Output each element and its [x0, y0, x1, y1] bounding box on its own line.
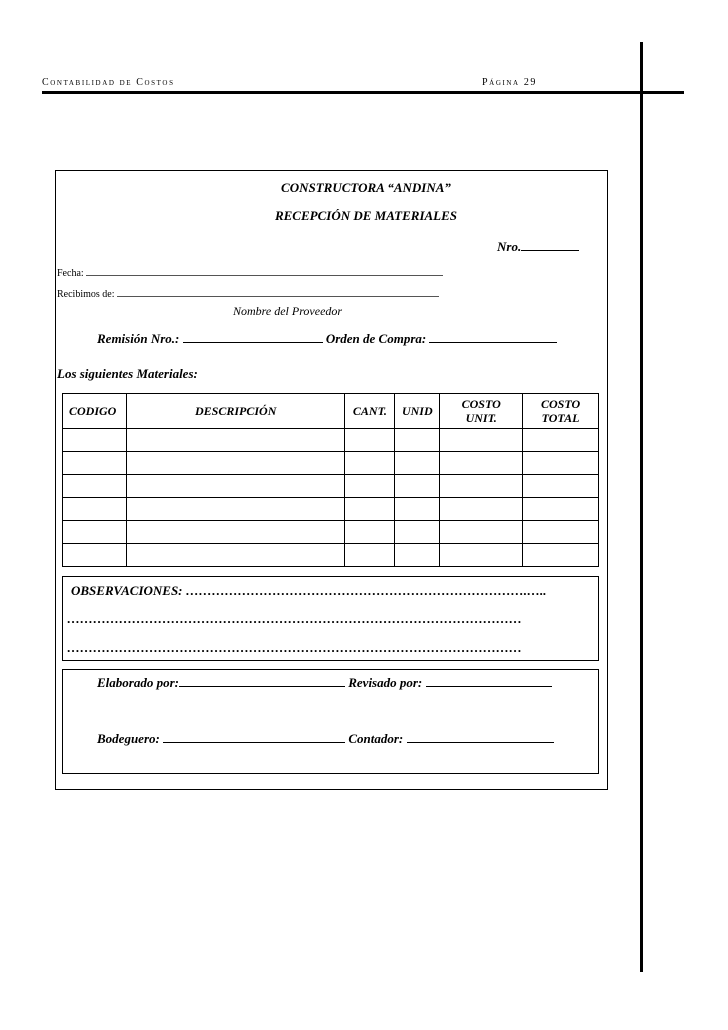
elaborado-blank[interactable] [179, 675, 345, 687]
contador-blank[interactable] [407, 731, 554, 743]
remision-orden-row [97, 331, 557, 347]
table-cell[interactable] [63, 498, 127, 521]
table-cell[interactable] [345, 521, 395, 544]
materials-table [62, 393, 599, 567]
table-body [63, 429, 599, 567]
table-row[interactable] [63, 498, 599, 521]
table-cell[interactable] [523, 429, 599, 452]
remision-blank[interactable] [183, 331, 323, 343]
observaciones-label: OBSERVACIONES: [71, 583, 183, 598]
revisado-blank[interactable] [426, 675, 552, 687]
table-cell[interactable] [345, 498, 395, 521]
fecha-blank[interactable] [86, 266, 443, 276]
table-cell[interactable] [395, 429, 440, 452]
table-cell[interactable] [523, 498, 599, 521]
table-cell[interactable] [440, 498, 523, 521]
table-cell[interactable] [63, 544, 127, 567]
table-cell[interactable] [523, 544, 599, 567]
number-label: Nro. [497, 239, 522, 254]
table-cell[interactable] [126, 452, 344, 475]
table-cell[interactable] [126, 498, 344, 521]
page-number: Página 29 [482, 77, 538, 88]
bodeguero-blank[interactable] [163, 731, 345, 743]
col-unidad-header: UNID [395, 394, 440, 429]
table-row[interactable] [63, 521, 599, 544]
table-row[interactable] [63, 544, 599, 567]
fecha-label: Fecha: [57, 268, 84, 279]
table-cell[interactable] [523, 521, 599, 544]
header-rule [42, 91, 684, 94]
contador-label: Contador: [348, 731, 404, 746]
col-codigo-header: CODIGO [63, 394, 127, 429]
elaborado-label: Elaborado por: [97, 675, 179, 690]
table-cell[interactable] [440, 521, 523, 544]
form-title: RECEPCIÓN DE MATERIALES [274, 208, 458, 223]
costo-total-line1: COSTO [540, 397, 581, 411]
table-row[interactable] [63, 475, 599, 498]
recibimos-label: Recibimos de: [57, 289, 115, 300]
observaciones-dots-1: …………………………………………………………………….….. [185, 583, 547, 598]
costo-total-line2: TOTAL [541, 411, 580, 425]
table-cell[interactable] [345, 452, 395, 475]
table-cell[interactable] [63, 475, 127, 498]
table-cell[interactable] [440, 452, 523, 475]
table-row[interactable] [63, 452, 599, 475]
fecha-field[interactable] [57, 266, 443, 279]
col-cantidad-header: CANT. [345, 394, 395, 429]
remision-label: Remisión Nro.: [97, 331, 180, 346]
table-header-row [63, 394, 599, 429]
observaciones-line-1 [71, 583, 547, 599]
table-cell[interactable] [126, 544, 344, 567]
table-cell[interactable] [395, 452, 440, 475]
orden-compra-blank[interactable] [429, 331, 557, 343]
table-cell[interactable] [63, 521, 127, 544]
recibimos-blank[interactable] [117, 287, 439, 297]
table-cell[interactable] [345, 475, 395, 498]
table-cell[interactable] [126, 429, 344, 452]
col-descripcion-header: DESCRIPCIÓN [126, 394, 344, 429]
bodeguero-contador-row [97, 731, 554, 747]
table-cell[interactable] [63, 452, 127, 475]
table-cell[interactable] [63, 429, 127, 452]
table-cell[interactable] [395, 498, 440, 521]
table-cell[interactable] [523, 452, 599, 475]
bodeguero-label: Bodeguero: [97, 731, 160, 746]
table-row[interactable] [63, 429, 599, 452]
company-name: CONSTRUCTORA “ANDINA” [281, 180, 451, 195]
proveedor-caption: Nombre del Proveedor [233, 304, 343, 318]
col-costo-total-header [523, 394, 599, 429]
table-cell[interactable] [440, 429, 523, 452]
table-cell[interactable] [523, 475, 599, 498]
table-cell[interactable] [395, 475, 440, 498]
revisado-label: Revisado por: [348, 675, 423, 690]
table-cell[interactable] [440, 544, 523, 567]
elaborado-revisado-row [97, 675, 552, 691]
orden-compra-label: Orden de Compra: [325, 331, 427, 346]
recibimos-field[interactable] [57, 287, 439, 300]
table-cell[interactable] [440, 475, 523, 498]
materials-intro: Los siguientes Materiales: [57, 366, 198, 381]
table-cell[interactable] [345, 429, 395, 452]
number-field[interactable] [497, 238, 579, 255]
table-cell[interactable] [395, 521, 440, 544]
table-cell[interactable] [395, 544, 440, 567]
observaciones-dots-3: …………………………………………………………………………………………… [67, 640, 522, 655]
table-cell[interactable] [126, 521, 344, 544]
costo-unit-line1: COSTO [461, 397, 501, 411]
book-title: Contabilidad de Costos [42, 77, 175, 88]
col-costo-unit-header [440, 394, 523, 429]
number-blank[interactable] [521, 238, 579, 251]
table-cell[interactable] [126, 475, 344, 498]
observaciones-dots-2: …………………………………………………………………………………………… [67, 611, 522, 626]
table-cell[interactable] [345, 544, 395, 567]
costo-unit-line2: UNIT. [465, 411, 497, 425]
